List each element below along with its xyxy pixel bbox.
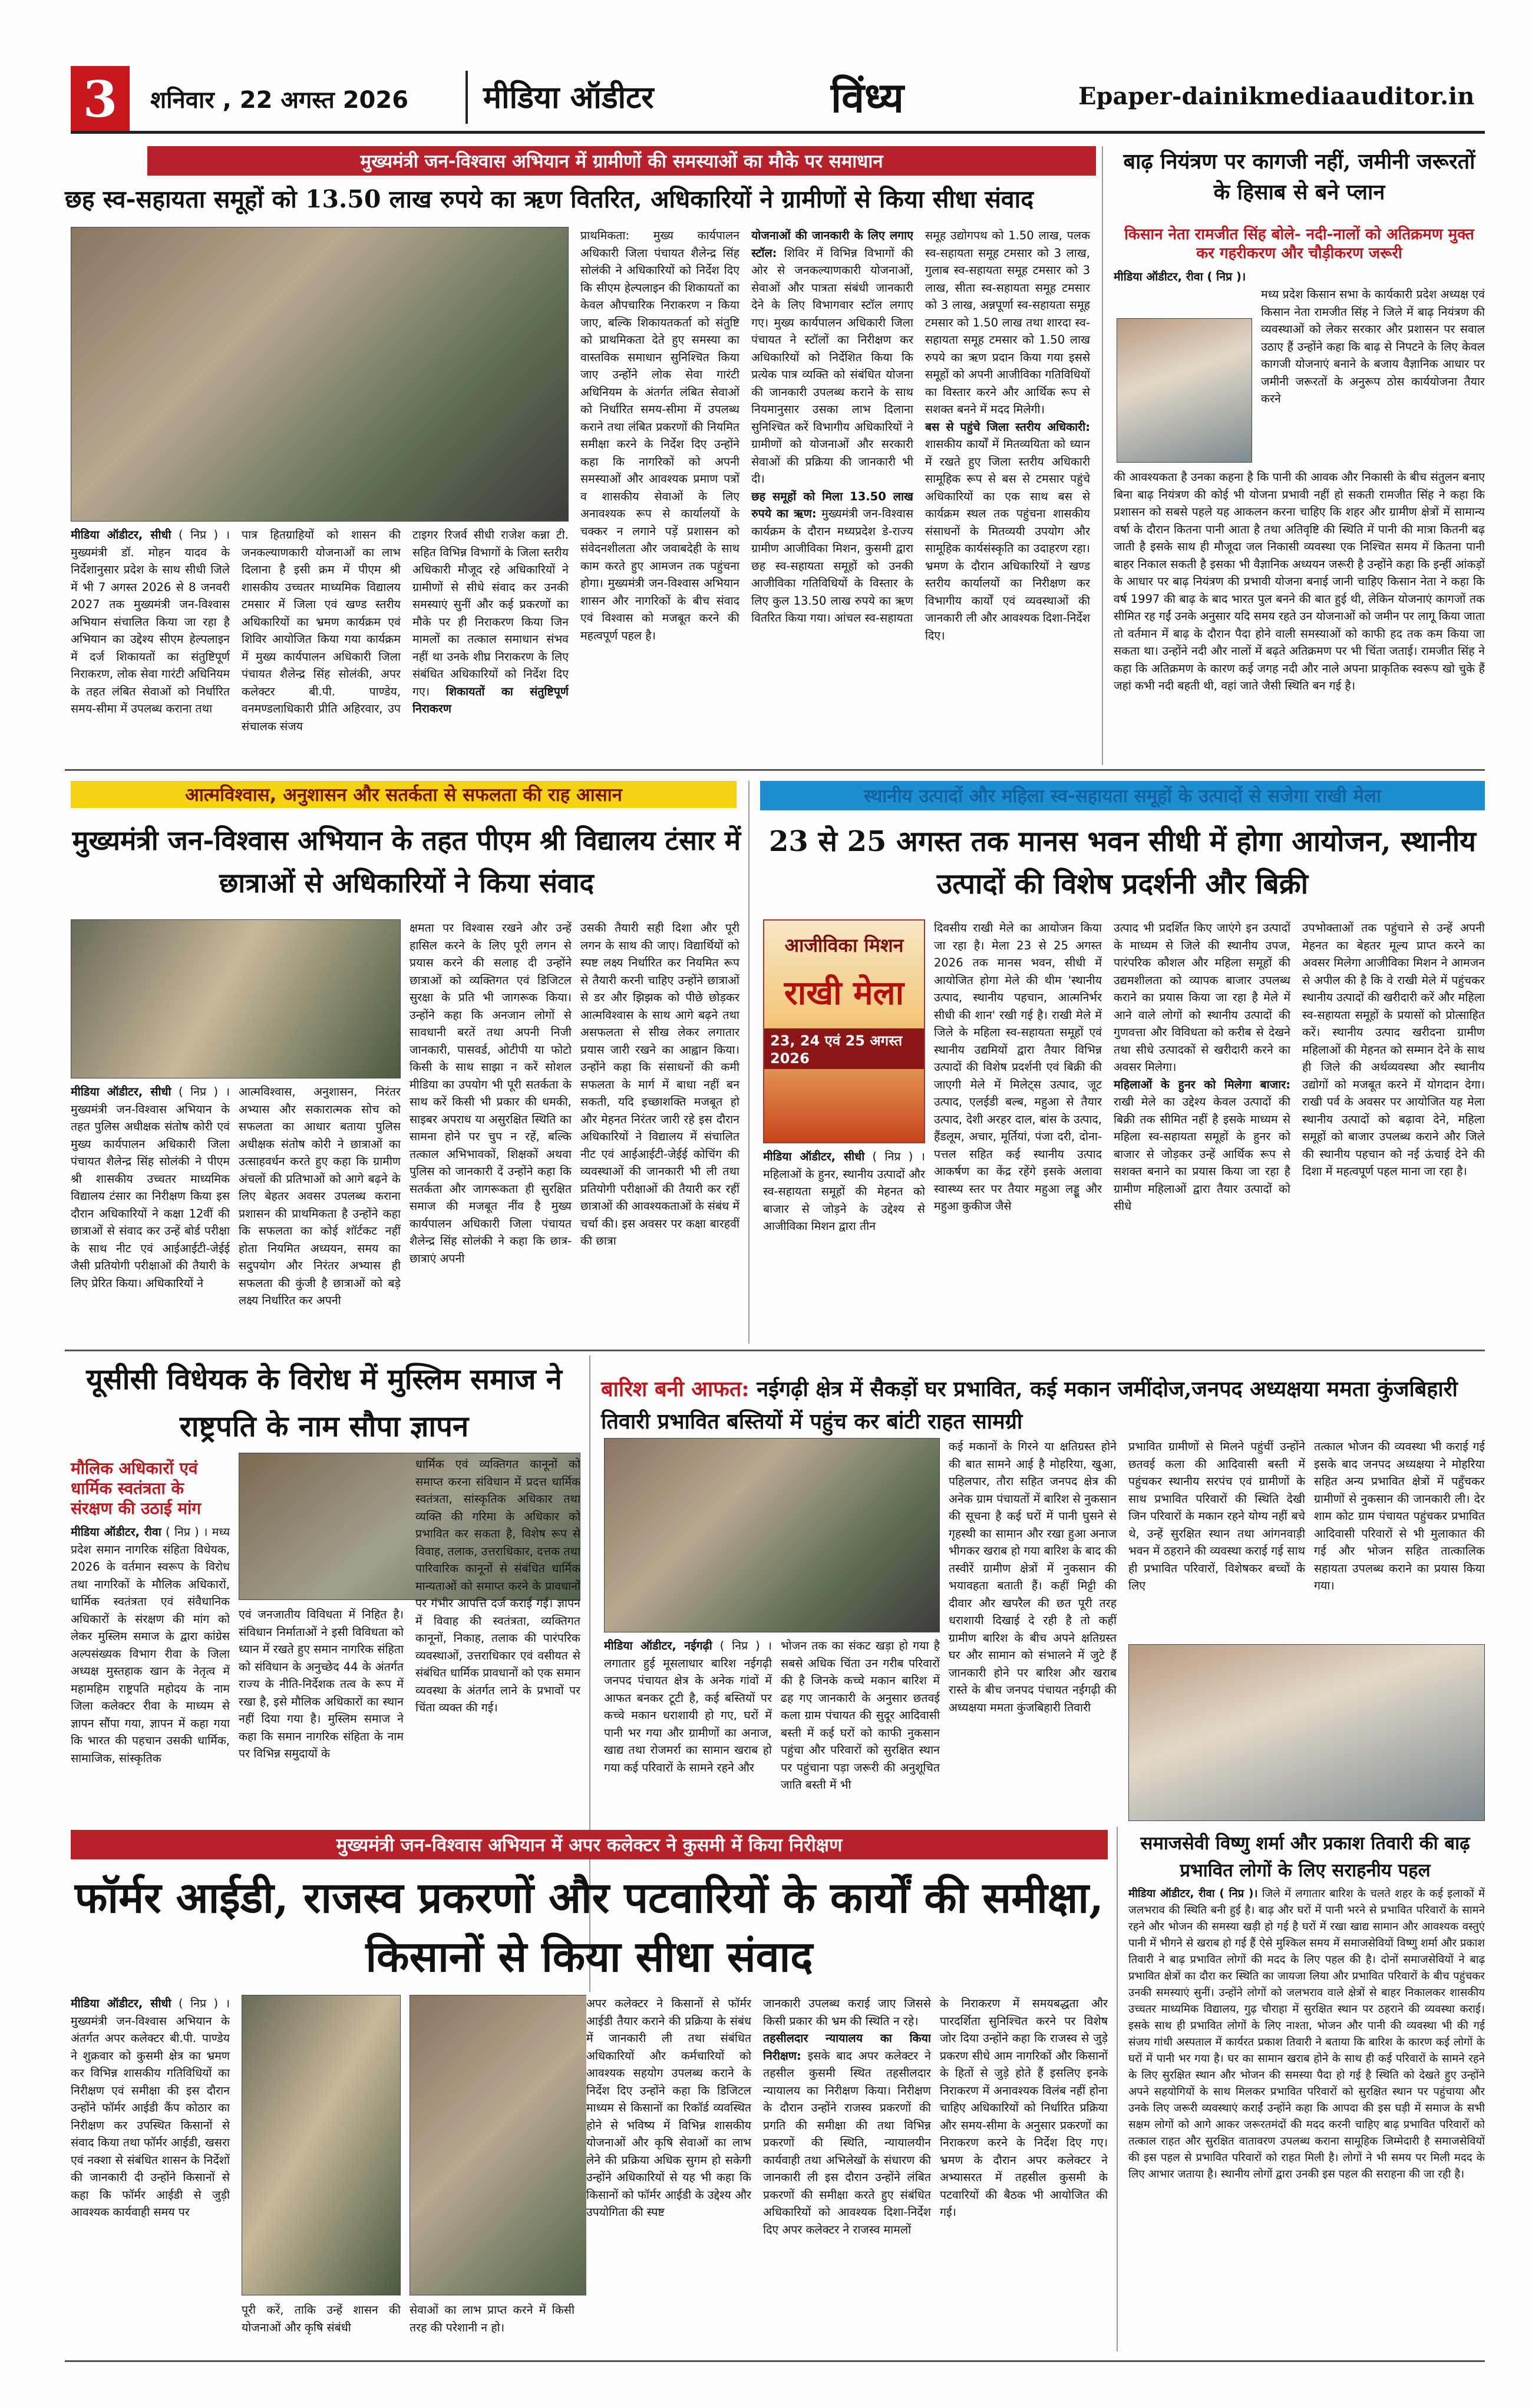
story3-col4: उसकी तैयारी सही दिशा और पूरी लगन के साथ की जाए। विद्यार्थियों को स्पष्ट लक्ष्य निर्धारित कर नियमित रूप से तैयारी करनी चाहिए उन्होंने छात्राओं से डर और झिझक को पीछे छोड़कर आत्मविश्वास के साथ आगे बढ़ने तथा असफलता से सीख लेकर लगातार प्रयास जारी रखने का आह्वान किया। उन्होंने कहा कि संसाधनों की कमी सफलता के मार्ग में बाधा नहीं बन सकती, यदि इच्छाशक्ति मजबूत हो और मेहनत निरंतर जारी रहे इस दौरान अधिकारियों ने विद्यालय में संचालित नीट एवं आईआईटी-जेईई कोचिंग की व्यवस्थाओं की जानकारी भी ली तथा प्रतियोगी परीक्षाओं की तैयारी कर रहीं छात्राओं की आवश्यकताओं के संबंध में चर्चा की। इस अवसर पर कक्षा बारहवीं की छात्रा xyxy=(580,921,739,1248)
story4-col3: उपभोक्ताओं तक पहुंचाने से उन्हें अपनी मेहनत का बेहतर मूल्य प्राप्त करने का अवसर मिलेगा आजीविका मिशन ने आमजन से अपील की है कि वे राखी मेले में पहुंचकर स्थानीय उत्पादों की खरीदारी करें और महिला स्व-सहायता समूहों के प्रयासों को प्रोत्साहित करें। स्थानीय उत्पाद खरीदना ग्रामीण महिलाओं की मेहनत को सम्मान देने के साथ ही जिले की अर्थव्यवस्था और स्थानीय उद्योगों को मजबूत करने में योगदान देगा। राखी पर्व के अवसर पर आयोजित यह मेला स्थानीय उत्पादों को बढ़ावा देने, महिला समूहों को बाजार उपलब्ध कराने और जिले की स्थानीय पहचान को नई ऊंचाई देने की दिशा में महत्वपूर्ण पहल माना जा रहा है। xyxy=(1302,921,1485,1178)
story1-col6-sub: बस से पहुंचे जिला स्तरीय अधिकारी: xyxy=(925,420,1090,434)
story4-headline: 23 से 25 अगस्त तक मानस भवन सीधी में होगा आयोजन, स्थानीय उत्पादों की विशेष प्रदर्शनी और बिक्री xyxy=(768,825,1477,900)
story1-col2: पात्र हितग्राहियों को शासन की जनकल्याणकारी योजनाओं का लाभ दिलाना है इसी क्रम में पीएम श्री शासकीय उच्चतर माध्यमिक विद्यालय टमसार में जिला एवं खण्ड स्तरीय अधिकारियों का भ्रमण कार्यक्रम एवं शिविर आयोजित किया गया कार्यक्रम में मुख्य कार्यपालन अधिकारी जिला पंचायत शैलेन्द्र सिंह सोलंकी, अपर कलेक्टर बी.पी. पाण्डेय, वनमण्डलाधिकारी प्रीति अहिरवार, उप संचालक संजय xyxy=(242,528,401,733)
story7-dateline: मीडिया ऑडीटर, रीवा ( निप्र )। xyxy=(1128,1888,1258,1900)
story3-col3: क्षमता पर विश्वास रखने और उन्हें हासिल करने के लिए पूरी लगन से प्रयास करने की सलाह दी उन्होंने छात्राओं को व्यक्तिगत एवं डिजिटल सुरक्षा के प्रति भी जागरूक किया। उन्होंने कहा कि अनजान लोगों से सावधानी बरतें तथा अपनी निजी जानकारी, पासवर्ड, ओटीपी या फोटो किसी के साथ साझा न करें सोशल मीडिया का उपयोग भी पूरी सतर्कता के साथ करें किसी भी प्रकार की धमकी, साइबर अपराध या असुरक्षित स्थिति का सामना होने पर चुप न रहें, बल्कि तत्काल अभिभावकों, शिक्षकों अथवा पुलिस को जानकारी दें उन्होंने कहा कि सतर्कता और जागरूकता ही सुरक्षित समाज की मजबूत नींव है मुख्य कार्यपालन अधिकारी जिला पंचायत शैलेन्द्र सिंह सोलंकी ने कहा कि छात्र-छात्राएं अपनी xyxy=(410,921,572,1265)
issue-date: शनिवार , 22 अगस्त 2026 xyxy=(150,87,409,114)
column-divider-2 xyxy=(748,781,750,1344)
poster-title: आजीविका मिशन xyxy=(784,934,904,956)
story2-text1: मध्य प्रदेश किसान सभा के कार्यकारी प्रदेश अध्यक्ष एवं किसान नेता रामजीत सिंह ने जिले में बाढ़ नियंत्रण की व्यवस्थाओं को लेकर सरकार और प्रशासन पर सवाल उठाए हैं उन्होंने कहा कि बाढ़ से निपटने के लिए केवल कागजी योजनाएं बनाने के बजाय वैज्ञानिक आधार पर जमीनी जरूरतों के अनुरूप ठोस कार्ययोजना तैयार करने xyxy=(1261,288,1485,405)
story6-col5: तत्काल भोजन की व्यवस्था भी कराई गई इसके बाद जनपद अध्यक्षया ने मोहरिया सहित अन्य प्रभावित क्षेत्रों में पहुँचकर ग्रामीणों से नुकसान की जानकारी ली। देर शाम कोट ग्राम पंचायत पहुंचकर प्रभावित आदिवासी परिवारों से भी मुलाकात की गई और भोजन सहित तात्कालिक सहायता उपलब्ध कराने का प्रयास किया गया। xyxy=(1314,1440,1485,1592)
story1-col4: प्राथमिकता: मुख्य कार्यपालन अधिकारी जिला पंचायत शैलेन्द्र सिंह सोलंकी ने अधिकारियों को निर्देश दिए कि सीएम हेल्पलाइन की शिकायतों का केवल औपचारिक निराकरण न किया जाए, बल्कि शिकायतकर्ता को संतुष्टि को प्राथमिकता देते हुए समस्या का वास्तविक समाधान सुनिश्चित किया जाए उन्होंने लोक सेवा गारंटी अधिनियम के अंतर्गत लंबित सेवाओं को निर्धारित समय-सीमा में उपलब्ध कराने तथा लंबित प्रकरणों की नियमित समीक्षा करने के निर्देश दिए उन्होंने कहा कि नागरिकों को अपनी समस्याओं और आवश्यक प्रमाण पत्रों व शासकीय सेवाओं के लिए अनावश्यक रूप से कार्यालयों के चक्कर न लगाने पड़ें प्रशासन को संवेदनशीलता और जवाबदेही के साथ काम करते हुए आमजन तक पहुंचना होगा। मुख्यमंत्री जन-विश्वास अभियान शासन और नागरिकों के बीच संवाद एवं विश्वास को मजबूत करने की महत्वपूर्ण पहल है। xyxy=(580,229,739,642)
story6-lead-word: बारिश बनी आफत: xyxy=(601,1377,750,1401)
story4-lead: मीडिया ऑडीटर, सीधी ( निप्र ) । महिलाओं के हुनर, स्थानीय उत्पादों और स्व-सहायता समूहों की मेहनत को बाजार से जोड़ने के उद्देश्य से आजीविका मिशन द्वारा तीन xyxy=(763,1150,925,1233)
story1-kicker: मुख्यमंत्री जन-विश्वास अभियान में ग्रामीणों की समस्याओं का मौके पर समाधान xyxy=(147,146,1096,176)
column-divider-4 xyxy=(1117,1827,1118,2351)
footer-rule xyxy=(65,2360,1485,2362)
story8-col6: के निराकरण में समयबद्धता और पारदर्शिता सुनिश्चित करने पर विशेष जोर दिया उन्होंने कहा कि राजस्व से जुड़े प्रकरण सीधे आम नागरिकों और किसानों के हितों से जुड़े होते हैं इसलिए इनके निराकरण में अनावश्यक विलंब नहीं होना चाहिए अधिकारियों को निर्धारित प्रक्रिया और समय-सीमा के अनुसार प्रकरणों का निराकरण करने के निर्देश दिए गए। भ्रमण के दौरान अपर कलेक्टर ने अभ्यासरत में तहसील कुसमी के पटवारियों की बैठक भी आयोजित की गई। xyxy=(940,1997,1108,2219)
story1-col5-sub2: छह समूहों को मिला 13.50 लाख रुपये का ऋण: xyxy=(751,489,913,520)
story1-col5-sub: योजनाओं की जानकारी के लिए लगाए स्टॉल: xyxy=(751,229,913,260)
story7-text: मीडिया ऑडीटर, रीवा ( निप्र )। जिले में लगातार बारिश के चलते शहर के कई इलाकों में जलभराव की स्थिति बनी हुई है। बाढ़ और घरों में पानी भरने से प्रभावित परिवारों के सामने रहने और भोजन की समस्या खड़ी हो गई है घरों में रखा खाद्य सामान और आवश्यक वस्तुएं पानी में भीगने से खराब हो गई हैं ऐसे मुश्किल समय में समाजसेवियों विष्णु शर्मा और प्रकाश तिवारी ने बाढ़ प्रभावित लोगों की मदद के लिए पहल की है। दोनों समाजसेवियों ने बाढ़ प्रभावित क्षेत्रों का दौरा कर स्थिति का जायजा लिया और प्रभावित परिवारों के बीच पहुंचकर उनकी समस्याएं सुनीं। उन्होंने लोगों को जलभराव वाले क्षेत्रों से बाहर निकालकर शासकीय उच्चतर माध्यमिक विद्यालय, गुढ़ चौराहा में सुरक्षित स्थान पर ठहराने की व्यवस्था कराई। इसके साथ ही प्रभावित लोगों के लिए नाश्ता, भोजन और पानी की व्यवस्था भी की गई संजय गांधी अस्पताल में कार्यरत प्रकाश तिवारी ने बताया कि बारिश के कारण कई लोगों के घरों में पानी भर गया है। घर का सामान खराब होने के साथ ही कई परिवारों के सामने रहने के लिए सुरक्षित स्थान और भोजन की समस्या पैदा हो गई है स्थिति को देखते हुए उन्होंने अपने सहयोगियों के साथ मिलकर प्रभावित परिवारों को सुरक्षित स्थान पर पहुंचाया और उनके लिए जरूरी व्यवस्थाएं कराईं उन्होंने कहा कि आपदा की इस घड़ी में समाज के सभी सक्षम लोगों को आगे आकर जरूरतमंदों की मदद करनी चाहिए बाढ़ प्रभावित परिवारों को तत्काल राहत और सुरक्षित वातावरण उपलब्ध कराना सामूहिक जिम्मेदारी है समाजसेवियों की इस पहल से प्रभावित परिवारों को राहत मिली है। लोगों ने भी समय पर मिली मदद के लिए आभार जताया है। स्थानीय लोगों द्वारा उनकी इस पहल की सराहना की जा रही है। xyxy=(1128,1888,1485,2181)
paper-name: मीडिया ऑडीटर xyxy=(483,80,654,116)
story8-col5: जानकारी उपलब्ध कराई जाए जिससे किसी प्रकार की भ्रम की स्थिति न रहे। तहसीलदार न्यायालय का किया निरीक्षण: इसके बाद अपर कलेक्टर ने तहसील कुसमी स्थित तहसीलदार न्यायालय का निरीक्षण किया। निरीक्षण के दौरान उन्होंने राजस्व प्रकरणों की प्रगति की समीक्षा की तथा विभिन्न प्रकरणों की स्थिति, न्यायालयीन कार्यवाही तथा अभिलेखों के संधारण की जानकारी ली इस दौरान उन्होंने लंबित प्रकरणों की समीक्षा करते हुए संबंधित अधिकारियों को आवश्यक दिशा-निर्देश दिए अपर कलेक्टर ने राजस्व मामलों xyxy=(763,1997,931,2237)
story3-headline: मुख्यमंत्री जन-विश्वास अभियान के तहत पीएम श्री विद्यालय टंसार में छात्राओं से अधिकारियों ने किया संवाद xyxy=(72,824,741,899)
story5-dateline: मीडिया ऑडीटर, रीवा xyxy=(71,1525,161,1539)
story5-col2: एवं जनजातीय विविधता में निहित है। संविधान निर्माताओं ने इसी विविधता को ध्यान में रखते हुए समान नागरिक संहिता को संविधान के अनुच्छेद 44 के अंतर्गत राज्य के नीति-निर्देशक तत्व के रूप में रखा है, इसे मौलिक अधिकारों का स्थान नहीं दिया गया है। मुस्लिम समाज ने कहा कि समान नागरिक संहिता के नाम पर विभिन्न समुदायों के xyxy=(239,1608,404,1760)
story3-col1: मीडिया ऑडीटर, सीधी ( निप्र ) । मुख्यमंत्री जन-विश्वास अभियान के तहत पुलिस अधीक्षक संतोष कोरी एवं मुख्य कार्यपालन अधिकारी जिला पंचायत शैलेन्द्र सिंह सोलंकी ने पीएम श्री शासकीय उच्चतर माध्यमिक विद्यालय टंसार का निरीक्षण किया इस दौरान अधिकारियों ने कक्षा 12वीं की छात्राओं से संवाद कर उन्हें बोर्ड परीक्षा के साथ नीट एवं आईआईटी-जेईई जैसी प्रतियोगी परीक्षाओं की तैयारी के लिए प्रेरित किया। अधिकारियों ने xyxy=(71,1085,230,1290)
story1-col1: मीडिया ऑडीटर, सीधी ( निप्र ) । मुख्यमंत्री डॉ. मोहन यादव के निर्देशानुसार प्रदेश के साथ सीधी जिले में भी 7 अगस्त 2026 से 8 जनवरी 2027 तक मुख्यमंत्री जन-विश्वास अभियान संचालित किया जा रहा है अभियान का उद्देश्य सीएम हेल्पलाइन में दर्ज शिकायतों का संतुष्टिपूर्ण निराकरण, लोक सेवा गारंटी अधिनियम के तहत लंबित सेवाओं को निर्धारित समय-सीमा में उपलब्ध कराना तथा xyxy=(71,528,230,715)
story8-col2: पूरी करें, ताकि उन्हें शासन की योजनाओं और कृषि संबंधी xyxy=(242,2303,401,2334)
story5-col1: मीडिया ऑडीटर, रीवा ( निप्र ) । मध्य प्रदेश समान नागरिक संहिता विधेयक, 2026 के वर्तमान स्वरूप के विरोध तथा नागरिकों के मौलिक अधिकारों, धार्मिक स्वतंत्रता एवं संवैधानिक अधिकारों के संरक्षण की मांग को लेकर मुस्लिम समाज के द्वारा कांग्रेस अल्पसंख्यक विभाग रीवा के जिला अध्यक्ष मुस्तहाक खान के नेतृत्व में महामहिम राष्ट्रपति महोदय के नाम जिला कलेक्टर रीवा के माध्यम से ज्ञापन सौंपा गया, ज्ञापन में कहा गया कि भारत की पहचान उसकी धार्मिक, सामाजिक, सांस्कृतिक xyxy=(71,1525,230,1765)
section-rule-2 xyxy=(65,1350,1485,1351)
story7-headline: समाजसेवी विष्णु शर्मा और प्रकाश तिवारी की बाढ़ प्रभावित लोगों के लिए सराहनीय पहल xyxy=(1140,1833,1470,1881)
story6-headline: नईगढ़ी क्षेत्र में सैकड़ों घर प्रभावित, कई मकान जमींदोज,जनपद अध्यक्षया ममता कुंजबिहारी तिवारी प्रभावित बस्तियों में पहुंच कर बांटी राहत सामग्री xyxy=(601,1377,1458,1434)
story6-dateline: मीडिया ऑडीटर, नईगढ़ी xyxy=(604,1639,712,1652)
story3-kicker: आत्मविश्वास, अनुशासन और सतर्कता से सफलता की राह आसान xyxy=(71,781,737,808)
story3-photo xyxy=(71,919,401,1078)
story1-col5: योजनाओं की जानकारी के लिए लगाए स्टॉल: शिविर में विभिन्न विभागों की ओर से जनकल्याणकारी योजनाओं, सेवाओं और पात्रता संबंधी जानकारी देने के लिए विभागवार स्टॉल लगाए गए। मुख्य कार्यपालन अधिकारी जिला पंचायत ने स्टॉलों का निरीक्षण कर अधिकारियों को निर्देशित किया कि प्रत्येक पात्र व्यक्ति को संबंधित योजना की जानकारी उपलब्ध कराने के साथ नियमानुसार उसका लाभ दिलाना सुनिश्चित करें विभागीय अधिकारियों ने ग्रामीणों को योजनाओं और सरकारी सेवाओं की प्रक्रिया की जानकारी भी दी। छह समूहों को मिला 13.50 लाख रुपये का ऋण: मुख्यमंत्री जन-विश्वास कार्यक्रम के दौरान मध्यप्रदेश डे-राज्य ग्रामीण आजीविका मिशन, कुसमी द्वारा छह स्व-सहायता समूहों को उनकी आजीविका गतिविधियों के विस्तार के लिए कुल 13.50 लाख रुपये का ऋण वितरित किया गया। आंचल स्व-सहायता xyxy=(751,229,913,625)
story1-col3-sub: शिकायतों का संतुष्टिपूर्ण निराकरण xyxy=(412,684,569,715)
story6-col2: भोजन तक का संकट खड़ा हो गया है सबसे अधिक चिंता उन गरीब परिवारों की है जिनके कच्चे मकान बारिश में ढह गए जानकारी के अनुसार छतवई कला ग्राम पंचायत की सुदूर आदिवासी बस्ती में कई घरों को काफी नुकसान पहुंचा और परिवारों को सुरक्षित स्थान पर पहुंचाना पड़ा जरूरी की अनुशूचित जाति बस्ती में भी xyxy=(781,1639,940,1792)
section-rule xyxy=(65,769,1485,771)
story4-dateline: मीडिया ऑडीटर, सीधी xyxy=(763,1150,865,1163)
poster-dates: 23, 24 एवं 25 अगस्त 2026 xyxy=(764,1028,924,1069)
story5-col3: धार्मिक एवं व्यक्तिगत कानूनों को समाप्त करना संविधान में प्रदत्त धार्मिक स्वतंत्रता, सांस्कृतिक अधिकार तथा व्यक्ति की गरिमा के अधिकार को प्रभावित कर सकता है, विशेष रूप से विवाह, तलाक, उत्तराधिकार, दत्तक तथा पारिवारिक कानूनों से संबंधित धार्मिक मान्यताओं को समाप्त करने के प्रावधानों पर गंभीर आपत्ति दर्ज कराई गई। ज्ञापन में विवाह की स्वतंत्रता, व्यक्तिगत कानूनों, निकाह, तलाक की पारंपरिक व्यवस्थाओं, उत्तराधिकार एवं वसीयत से संबंधित धार्मिक प्रावधानों को एक समान व्यवस्था के अंतर्गत लाने के प्रभावों पर चिंता व्यक्त की गई। xyxy=(415,1457,580,1714)
story1-col3: टाइगर रिजर्व सीधी राजेश कन्ना टी. सहित विभिन्न विभागों के जिला स्तरीय अधिकारी मौजूद रहे अधिकारियों ने ग्रामीणों से सीधे संवाद कर उनकी समस्याएं सुनीं और कई प्रकरणों का मौके पर ही निराकरण किया जिन मामलों का तत्काल समाधान संभव नहीं था उनके शीघ्र निराकरण के लिए संबंधित अधिकारियों को निर्देश दिए गए। शिकायतों का संतुष्टिपूर्ण निराकरण xyxy=(412,528,569,715)
story8-col1: मीडिया ऑडीटर, सीधी ( निप्र ) । मुख्यमंत्री जन-विश्वास अभियान के अंतर्गत अपर कलेक्टर बी.पी. पाण्डेय ने शुक्रवार को कुसमी क्षेत्र का भ्रमण कर विभिन्न शासकीय गतिविधियों का निरीक्षण एवं समीक्षा की इस दौरान उन्होंने फॉर्मर आईडी कैंप कोठार का निरीक्षण कर उपस्थित किसानों से संवाद किया तथा फॉर्मर आईडी, खसरा एवं नक्शा से संबंधित शासन के निर्देशों की जानकारी दी उन्होंने किसानों से कहा कि फॉर्मर आईडी से जुड़ी आवश्यक कार्यवाही समय पर xyxy=(71,1997,230,2219)
story8-col3: सेवाओं का लाभ प्राप्त करने में किसी तरह की परेशानी न हो। xyxy=(410,2303,574,2334)
story4-col2: उत्पाद भी प्रदर्शित किए जाएंगे इन उत्पादों के माध्यम से जिले की स्थानीय उपज, पारंपरिक कौशल और महिला समूहों की उद्यमशीलता को व्यापक बाजार उपलब्ध कराने का प्रयास किया जा रहा है मेले में आने वाले लोगों को स्थानीय उत्पादों की गुणवत्ता और विविधता को करीब से देखने तथा सीधे उत्पादकों से खरीदारी करने का अवसर मिलेगा। महिलाओं के हुनर को मिलेगा बाजार: राखी मेले का उद्देश्य केवल उत्पादों की बिक्री तक सीमित नहीं है इसके माध्यम से महिला स्व-सहायता समूहों के हुनर को बाजार से जोड़कर उन्हें आर्थिक रूप से सशक्त बनाने का प्रयास किया जा रहा है ग्रामीण महिलाओं द्वारा तैयार उत्पादों को सीधे xyxy=(1114,921,1290,1213)
page-number: 3 xyxy=(71,66,130,132)
masthead-rule xyxy=(71,131,1485,134)
story5-headline: यूसीसी विधेयक के विरोध में मुस्लिम समाज ने राष्ट्रपति के नाम सौपा ज्ञापन xyxy=(86,1362,562,1443)
story8-headline: फॉर्मर आईडी, राजस्व प्रकरणों और पटवारियों के कार्यों की समीक्षा, किसानों से किया सीधा संवाद xyxy=(74,1872,1104,1981)
story5-subhead: मौलिक अधिकारों एवं धार्मिक स्वतंत्रता के संरक्षण की उठाई मांग xyxy=(71,1459,202,1518)
story8-col5-sub: तहसीलदार न्यायालय का किया निरीक्षण: xyxy=(763,2031,931,2063)
story6-col4: प्रभावित ग्रामीणों से मिलने पहुंचीं उन्होंने छतवई कला की आदिवासी बस्ती में पहुंचकर स्थानीय सरपंच एवं ग्रामीणों के साथ प्रभावित परिवारों की स्थिति देखी जिन परिवारों के मकान रहने योग्य नहीं बचे थे, उन्हें सुरक्षित स्थान तथा आंगनवाड़ी भवन में ठहराने की व्यवस्था कराई गई साथ ही प्रभावित परिवारों, विशेषकर बच्चों के लिए xyxy=(1128,1440,1305,1592)
story4-col1: दिवसीय राखी मेले का आयोजन किया जा रहा है। मेला 23 से 25 अगस्त 2026 तक मानस भवन, सीधी में आयोजित होगा मेले की थीम 'स्थानीय उत्पाद, स्थानीय पहचान, आत्मनिर्भर सीधी की शान' रखी गई है। राखी मेले में जिले के महिला स्व-सहायता समूहों एवं स्थानीय उद्यमियों द्वारा तैयार विभिन्न उत्पादों की विशेष प्रदर्शनी एवं बिक्री की जाएगी मेले में मिलेट्स उत्पाद, जूट उत्पाद, एलईडी बल्ब, महुआ से तैयार उत्पाद, देशी अरहर दाल, बांस के उत्पाद, हैंडलूम, अचार, मूर्तियां, पंजा दरी, दोना-पत्तल सहित कई स्थानीय उत्पाद आकर्षण का केंद्र रहेंगे इसके अलावा स्वास्थ्य स्तर पर तैयार महुआ लड्डू और महुआ कुकीज जैसे xyxy=(934,921,1102,1213)
masthead-divider xyxy=(465,71,468,124)
story2-headline: बाढ़ नियंत्रण पर कागजी नहीं, जमीनी जरूरतों के हिसाब से बने प्लान xyxy=(1123,149,1475,204)
story8-col4: अपर कलेक्टर ने किसानों से फॉर्मर आईडी तैयार कराने की प्रक्रिया के संबंध में जानकारी ली तथा संबंधित अधिकारियों और कर्मचारियों को आवश्यक सहयोग उपलब्ध कराने के निर्देश दिए उन्होंने कहा कि डिजिटल माध्यम से किसानों का रिकॉर्ड व्यवस्थित होने से भविष्य में विभिन्न शासकीय योजनाओं और कृषि सेवाओं का लाभ लेने की प्रक्रिया अधिक सुगम हो सकेगी उन्होंने अधिकारियों से यह भी कहा कि किसानों को फॉर्मर आईडी के उद्देश्य और उपयोगिता की स्पष्ट xyxy=(586,1995,751,2348)
story4-col2-sub: महिलाओं के हुनर को मिलेगा बाजार: xyxy=(1114,1077,1290,1091)
poster-main: राखी मेला xyxy=(784,974,904,1012)
story2-text2: की आवश्यकता है उनका कहना है कि पानी की आवक और निकासी के बीच संतुलन बनाए बिना बाढ़ नियंत्रण की कोई भी योजना प्रभावी नहीं हो सकती रामजीत सिंह ने कहा कि प्रशासन को सबसे पहले यह आकलन करना चाहिए कि शहर और ग्रामीण क्षेत्रों में सामान्य वर्षा के दौरान कितना पानी आता है तथा अतिवृष्टि की स्थिति में पानी की मात्रा कितनी बढ़ जाती है इसके साथ ही मौजूदा जल निकासी व्यवस्था एक निश्चित समय में कितना पानी बाहर निकाल सकती है इसका भी वैज्ञानिक अध्ययन जरूरी है उन्होंने कहा कि इन्हीं आंकड़ों के आधार पर बाढ़ नियंत्रण की प्रभावी योजना बनाई जानी चाहिए किसान नेता ने कहा कि वर्ष 1997 की बाढ़ के बाद भारत पुल बनने की बात हुई थी, लेकिन योजनाएं कागजों तक सीमित रह गईं उनके अनुसार यदि समय रहते उन योजनाओं को जमीन पर लागू किया जाता तो वर्तमान में बाढ़ के दौरान पैदा होने वाली समस्याओं को काफी हद तक कम किया जा सकता था। उन्होंने नदी और नालों में बढ़ते अतिक्रमण पर भी चिंता जताई। रामजीत सिंह ने कहा कि अतिक्रमण के कारण कई जगह नदी और नाले अपना प्राकृतिक स्वरूप खो चुके हैं जहां कभी नदी बहती थी, वहां जाते जैसी स्थिति बन गई है। xyxy=(1114,470,1485,692)
story6-headline-block xyxy=(601,1373,1485,1438)
story8-photo-1 xyxy=(242,1995,401,2295)
story2-dateline: मीडिया ऑडीटर, रीवा ( निप्र )। xyxy=(1114,270,1246,283)
story8-kicker: मुख्यमंत्री जन-विश्वास अभियान में अपर कलेक्टर ने कुसमी में किया निरीक्षण xyxy=(71,1830,1108,1859)
rakhi-mela-poster xyxy=(763,919,925,1143)
story3-dateline: मीडिया ऑडीटर, सीधी xyxy=(71,1085,171,1099)
story8-dateline: मीडिया ऑडीटर, सीधी xyxy=(71,1997,171,2010)
story2-portrait xyxy=(1117,318,1252,463)
story3-col2: आत्मविश्वास, अनुशासन, निरंतर अभ्यास और सकारात्मक सोच को सफलता का आधार बताया पुलिस अधीक्षक संतोष कोरी ने छात्राओं का उत्साहवर्धन करते हुए कहा कि ग्रामीण अंचलों की प्रतिभाओं को आगे बढ़ने के लिए बेहतर अवसर उपलब्ध कराना प्रशासन की प्राथमिकता है उन्होंने कहा कि सफलता का कोई शॉर्टकट नहीं होता नियमित अध्ययन, समय का सदुपयोग और निरंतर अभ्यास ही सफलता की कुंजी है छात्राओं को बड़े लक्ष्य निर्धारित कर अपनी xyxy=(239,1085,401,1307)
story4-kicker: स्थानीय उत्पादों और महिला स्व-सहायता समूहों के उत्पादों से सजेगा राखी मेला xyxy=(760,781,1485,810)
column-divider xyxy=(1102,146,1103,765)
story1-dateline: मीडिया ऑडीटर, सीधी xyxy=(71,528,171,542)
story1-headline: छह स्व-सहायता समूहों को 13.50 लाख रुपये का ऋण वितरित, अधिकारियों ने ग्रामीणों से किया सीधा संवाद xyxy=(65,185,1034,213)
story2-subhead: किसान नेता रामजीत सिंह बोले- नदी-नालों को अतिक्रमण मुक्त कर गहरीकरण और चौड़ीकरण जरूरी xyxy=(1124,226,1474,262)
story1-photo xyxy=(71,227,569,522)
story6-col3: कई मकानों के गिरने या क्षतिग्रस्त होने की बात सामने आई है मोहरिया, खुआ, पहिलपार, तौरा सहित जनपद क्षेत्र की अनेक ग्राम पंचायतों में बारिश से नुकसान की सूचना है कई घरों में पानी घुसने से गृहस्थी का सामान और रखा हुआ अनाज भीगकर खराब हो गया बारिश के बाद की तस्वीरें ग्रामीण क्षेत्रों में नुकसान की भयावहता बताती हैं। कहीं मिट्टी की दीवार और खपरैल की छत पूरी तरह धराशायी दिखाई दे रही है तो कहीं ग्रामीण बारिश के बीच अपने क्षतिग्रस्त घर और सामान को संभालने में जुटे हैं जानकारी होने पर बारिश और खराब रास्ते के बीच जनपद पंचायत नईगढ़ी की अध्यक्षया ममता कुंजबिहारी तिवारी xyxy=(949,1440,1117,1714)
story6-photo xyxy=(604,1438,940,1632)
story1-col6: समूह उद्योगपथ को 1.50 लाख, पलक स्व-सहायता समूह टमसार को 3 लाख, गुलाब स्व-सहायता समूह टमसार को 3 लाख, सीता स्व-सहायता समूह टमसार को 3 लाख, अन्नपूर्णा स्व-सहायता समूह टमसार को 1.50 लाख तथा शारदा स्व-सहायता समूह टमसार को 1.50 लाख रुपये का ऋण प्रदान किया गया इससे समूहों को अपनी आजीविका गतिविधियों का विस्तार करने और आर्थिक रूप से सशक्त बनने में मदद मिलेगी। बस से पहुंचे जिला स्तरीय अधिकारी: शासकीय कार्यों में मितव्ययिता को ध्यान में रखते हुए जिला स्तरीय अधिकारी सामूहिक रूप से बस से टमसार पहुंचे अधिकारियों का एक साथ बस से कार्यक्रम स्थल तक पहुंचना शासकीय संसाधनों के मितव्ययी उपयोग और सामूहिक कार्यसंस्कृति का उदाहरण रहा। भ्रमण के दौरान अधिकारियों ने खण्ड स्तरीय कार्यालयों का निरीक्षण कर विभागीय कार्यों एवं व्यवस्थाओं की जानकारी ली और आवश्यक दिशा-निर्देश दिए। xyxy=(925,229,1090,642)
website-link[interactable]: Epaper-dainikmediaauditor.in xyxy=(1078,83,1475,110)
region-title: विंध्य xyxy=(831,73,904,122)
story6-col1: मीडिया ऑडीटर, नईगढ़ी ( निप्र ) । लगातार हुई मूसलाधार बारिश नईगढ़ी जनपद पंचायत क्षेत्र के अनेक गांवों में आफत बनकर टूटी है, कई बस्तियों पर कच्चे मकान धराशायी हो गए, घरों में पानी भर गया और ग्रामीणों का अनाज, खाद्य तथा रोजमर्रा का सामान खराब हो गया कई परिवारों के सामने रहने और xyxy=(604,1639,772,1774)
story7-photo xyxy=(1128,1644,1485,1821)
